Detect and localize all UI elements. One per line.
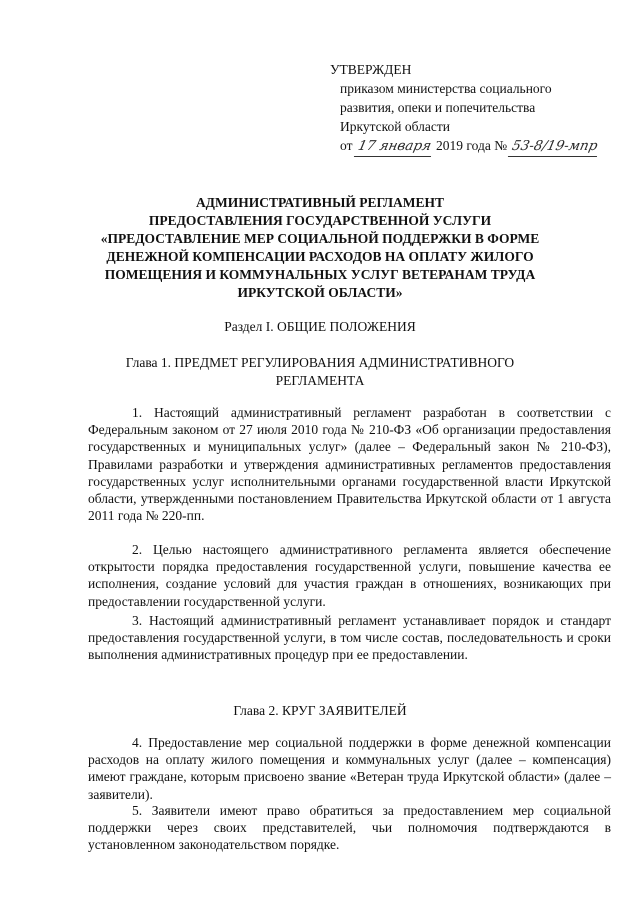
approval-heading: УТВЕРЖДЕН (330, 62, 412, 77)
approval-stamp-block (330, 60, 600, 157)
title-line: ПОМЕЩЕНИЯ И КОММУНАЛЬНЫХ УСЛУГ ВЕТЕРАНАМ ТРУДА (104, 267, 536, 282)
chapter-heading-line: РЕГЛАМЕНТА (275, 373, 365, 388)
approval-year-text: 2019 года № (436, 138, 508, 153)
paragraph-1: 1. Настоящий административный регламент разработан в соответствии с Федеральным законом от 27 июля 2010 года № 210-ФЗ «Об организации предоставления государственных и муниципальных услуг» (далее – Федеральный закон № 210-ФЗ), Правилами разработки и утверждения административных регламентов предоставления государственных услуг исполнительными органами государственной власти Иркутской области, утвержденными постановлением Правительства Иркутской области от 1 августа 2011 года № 220-пп. (88, 405, 611, 524)
approval-line: развития, опеки и попечительства (340, 100, 536, 115)
approval-date-line (330, 136, 600, 157)
title-line: ДЕНЕЖНОЙ КОМПЕНСАЦИИ РАСХОДОВ НА ОПЛАТУ ЖИЛОГО (106, 249, 534, 264)
approval-line: Иркутской области (340, 119, 451, 134)
paragraph-2: 2. Целью настоящего административного регламента является обеспечение открытости порядка предоставления государственной услуги, повышение качества ее исполнения, создание условий для участия граждан в отношениях, возникающих при предоставлении государственной услуги. (88, 542, 611, 609)
paragraph-5: 5. Заявители имеют право обратиться за предоставлением мер социальной поддержки через своих представителей, чьи полномочия подтверждаются в установленном законодательством порядке. (88, 803, 611, 853)
paragraph-3: 3. Настоящий административный регламент устанавливает порядок и стандарт предоставления государственной услуги, в том числе состав, последовательность и сроки выполнения административных процедур при ее предоставлении. (88, 613, 611, 663)
chapter-2-heading: Глава 2. КРУГ ЗАЯВИТЕЛЕЙ (233, 703, 407, 718)
title-line: АДМИНИСТРАТИВНЫЙ РЕГЛАМЕНТ (195, 195, 445, 210)
handwritten-number: 53-8/19-мпр (508, 137, 601, 157)
title-line: ПРЕДОСТАВЛЕНИЯ ГОСУДАРСТВЕННОЙ УСЛУГИ (148, 213, 492, 228)
section-heading: Раздел I. ОБЩИЕ ПОЛОЖЕНИЯ (224, 319, 416, 334)
approval-from-prefix: от (340, 138, 353, 153)
approval-line: приказом министерства социального (340, 81, 552, 96)
handwritten-date: 17 января (354, 137, 435, 157)
chapter-1-heading (80, 354, 560, 390)
chapter-heading-line: Глава 1. ПРЕДМЕТ РЕГУЛИРОВАНИЯ АДМИНИСТРАТИВНОГО (125, 355, 515, 370)
paragraph-4: 4. Предоставление мер социальной поддержки в форме денежной компенсации расходов на оплату жилого помещения и коммунальных услуг (далее – компенсация) имеют граждане, которым присвоено звание «Ветеран труда Иркутской области» (далее – заявители). (88, 735, 611, 802)
title-line: ИРКУТСКОЙ ОБЛАСТИ» (237, 285, 403, 300)
title-line: «ПРЕДОСТАВЛЕНИЕ МЕР СОЦИАЛЬНОЙ ПОДДЕРЖКИ В ФОРМЕ (100, 231, 540, 246)
document-title (80, 194, 560, 302)
